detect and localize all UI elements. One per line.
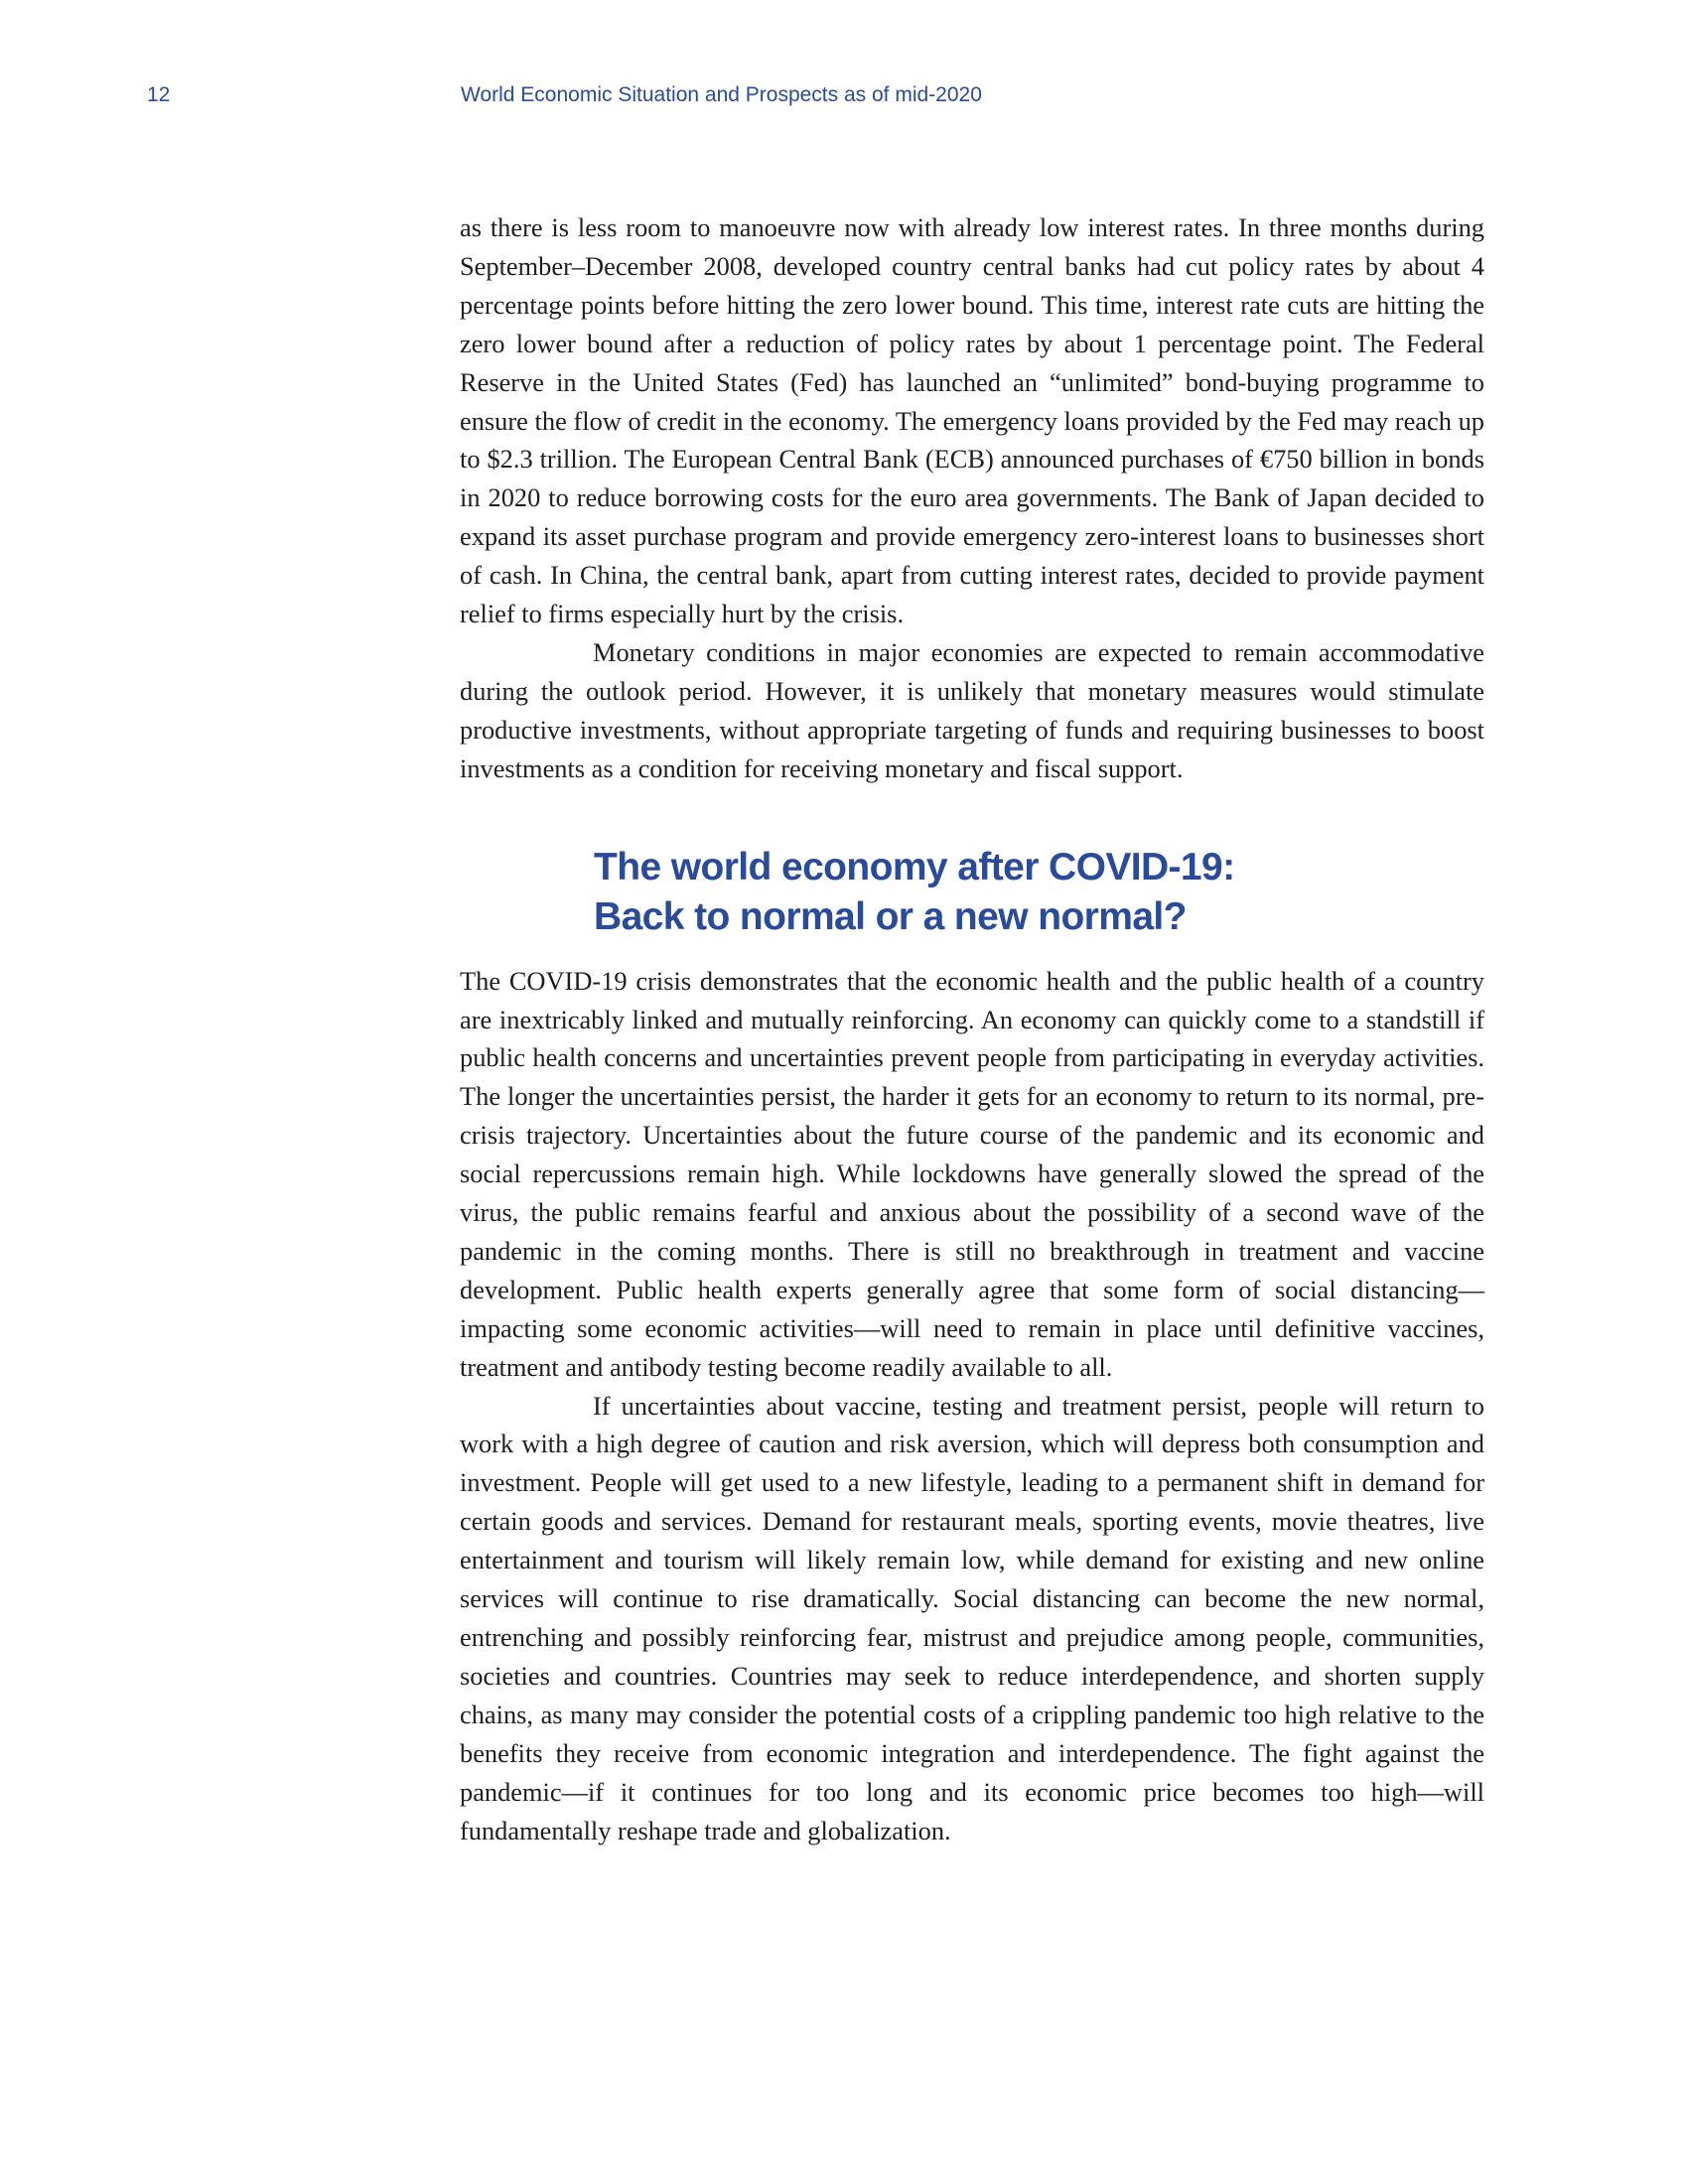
body-paragraph: as there is less room to manoeuvre now with already low interest rates. In three months during September–December 2008, developed country central banks had cut policy rates by about 4 percentage points before hitting the zero lower bound. This time, interest rate cuts are hitting the zero lower bound after a reduction of policy rates by about 1 percentage point. The Federal Reserve in the United States (Fed) has launched an “unlimited” bond-buying programme to ensure the flow of credit in the economy. The emergency loans provided by the Fed may reach up to $2.3 trillion. The European Central Bank (ECB) announced purchases of €750 billion in bonds in 2020 to reduce borrowing costs for the euro area governments. The Bank of Japan decided to expand its asset purchase program and provide emergency zero-interest loans to businesses short of cash. In China, the central bank, apart from cutting interest rates, decided to provide payment relief to firms especially hurt by the crisis. [460,212,1484,629]
section-heading [594,843,1484,942]
section-heading-line: Back to normal or a new normal? [594,894,1187,938]
running-header [0,83,1688,117]
page-number: 12 [147,83,171,106]
body-paragraph: If uncertainties about vaccine, testing and treatment persist, people will return to work with a high degree of caution and risk aversion, which will depress both consumption and investment. People will get used to a new lifestyle, leading to a permanent shift in demand for certain goods and services. Demand for restaurant meals, sporting events, movie theatres, live entertainment and tourism will likely remain low, while demand for existing and new online services will continue to rise dramatically. Social distancing can become the new normal, entrenching and possibly reinforcing fear, mistrust and prejudice among people, communities, societies and countries. Countries may seek to reduce interdependence, and shorten supply chains, as many may consider the potential costs of a crippling pandemic too high relative to the benefits they receive from economic integration and interdependence. The fight against the pandemic—if it continues for too long and its economic price becomes too high—will fundamentally reshape trade and globalization. [460,1390,1484,1845]
body-paragraph: The COVID-19 crisis demonstrates that the economic health and the public health of a country are inextricably linked and mutually reinforcing. An economy can quickly come to a standstill if public health concerns and uncertainties prevent people from participating in everyday activities. The longer the uncertainties persist, the harder it gets for an economy to return to its normal, pre-crisis trajectory. Uncertainties about the future course of the pandemic and its economic and social repercussions remain high. While lockdowns have generally slowed the spread of the virus, the public remains fearful and anxious about the possibility of a second wave of the pandemic in the coming months. There is still no breakthrough in treatment and vaccine development. Public health experts generally agree that some form of social distancing—impacting some economic activities—will need to remain in place until definitive vaccines, treatment and antibody testing become readily available to all. [460,965,1484,1382]
body-paragraph: Monetary conditions in major economies are expected to remain accommodative during the outlook period. However, it is unlikely that monetary measures would stimulate productive investments, without appropriate targeting of funds and requiring businesses to boost investments as a condition for receiving monetary and fiscal support. [460,636,1484,783]
running-title: World Economic Situation and Prospects as of mid-2020 [461,83,982,106]
section-heading-line: The world economy after COVID-19: [594,845,1235,888]
main-content [460,208,1484,1849]
